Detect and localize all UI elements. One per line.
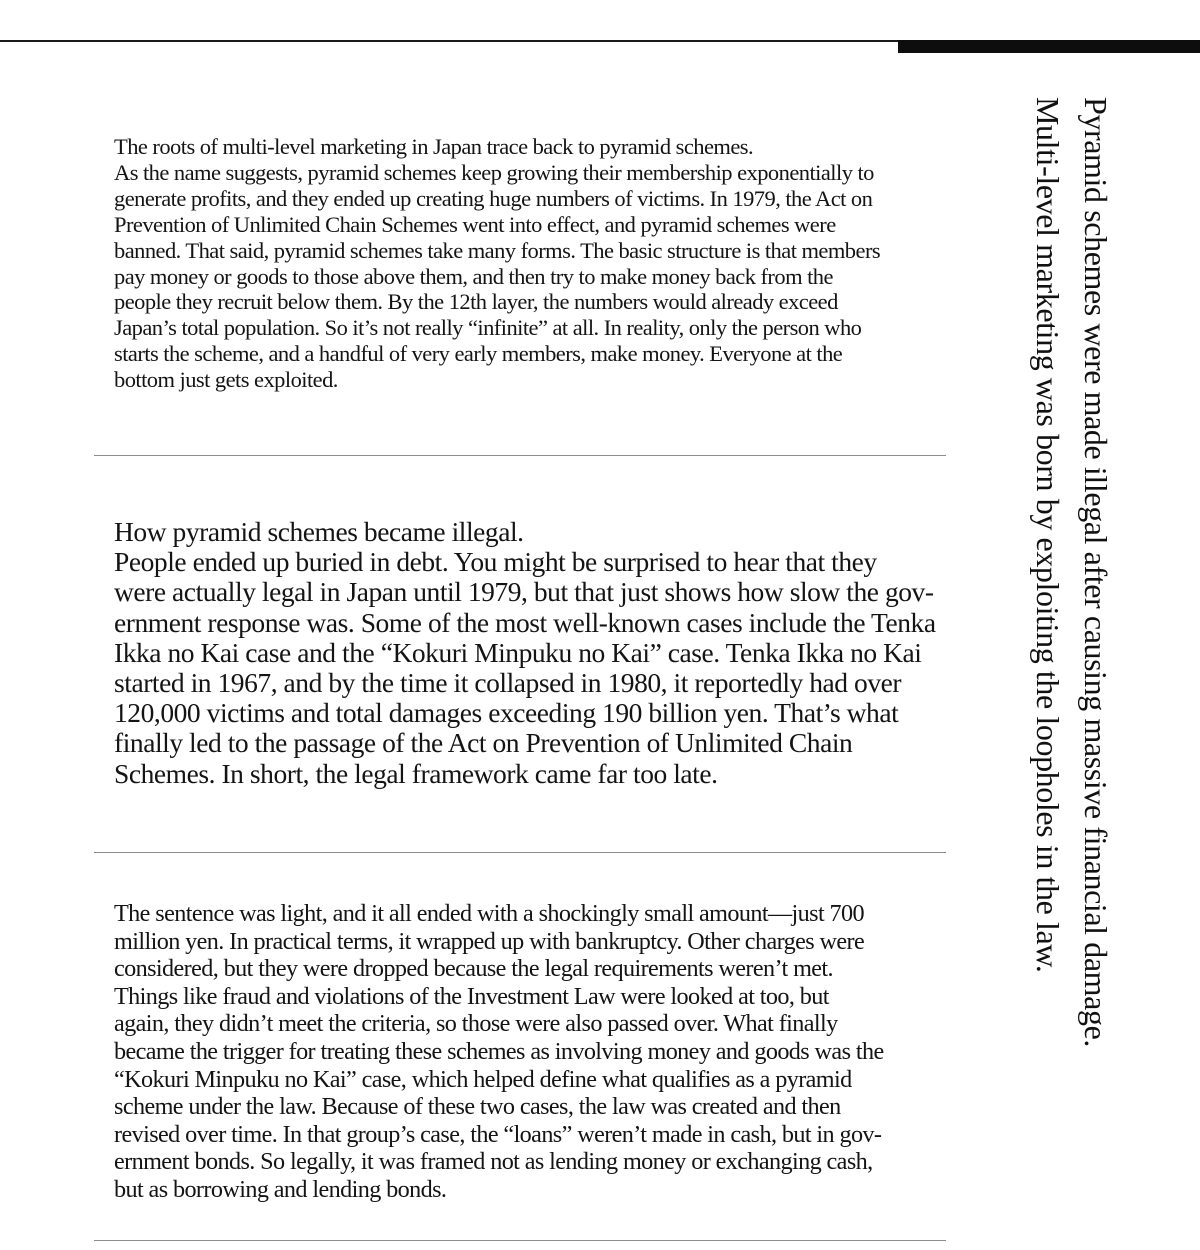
body-line: were actually legal in Japan until 1979, but that just shows how slow the gov- (114, 576, 934, 608)
body-line: started in 1967, and by the time it collapsed in 1980, it reportedly had over (114, 667, 902, 699)
body-line: became the trigger for treating these schemes as involving money and goods was the (114, 1037, 884, 1065)
section-divider (94, 455, 946, 456)
body-line: Schemes. In short, the legal framework came far too late. (114, 757, 718, 789)
body-line: ernment bonds. So legally, it was framed not as lending money or exchanging cash, (114, 1148, 873, 1176)
body-line: generate profits, and they ended up creating huge numbers of victims. In 1979, the Act on (114, 185, 873, 211)
headline-line: Multi-level marketing was born by exploiting the loopholes in the law. (1030, 97, 1066, 973)
body-line: but as borrowing and lending bonds. (114, 1175, 447, 1203)
body-line: revised over time. In that group’s case, the “loans” weren’t made in cash, but in gov- (114, 1120, 882, 1148)
body-line: million yen. In practical terms, it wrapped up with bankruptcy. Other charges were (114, 927, 865, 955)
body-line: The sentence was light, and it all ended with a shockingly small amount—just 700 (114, 900, 865, 927)
body-line: starts the scheme, and a handful of very early members, make money. Everyone at the (114, 341, 843, 367)
section-heading: How pyramid schemes became illegal. (114, 516, 524, 547)
top-rule (0, 40, 898, 42)
body-line: pay money or goods to those above them, and then try to make money back from the (114, 263, 833, 289)
sentence-section (114, 900, 954, 1204)
body-line: finally led to the passage of the Act on Prevention of Unlimited Chain (114, 727, 853, 759)
body-line: As the name suggests, pyramid schemes keep growing their membership exponentially to (114, 159, 874, 185)
body-line: Prevention of Unlimited Chain Schemes went into effect, and pyramid schemes were (114, 211, 836, 237)
body-line: People ended up buried in debt. You might be surprised to hear that they (114, 546, 877, 578)
body-line: Things like fraud and violations of the Investment Law were looked at too, but (114, 982, 829, 1010)
body-line: 120,000 victims and total damages exceeding 190 billion yen. That’s what (114, 697, 899, 729)
section-divider (94, 852, 946, 853)
body-line: again, they didn’t meet the criteria, so those were also passed over. What finally (114, 1010, 838, 1038)
body-line: Japan’s total population. So it’s not really “infinite” at all. In reality, only the person who (114, 315, 862, 341)
body-line: scheme under the law. Because of these two cases, the law was created and then (114, 1093, 841, 1121)
vertical-headline (1024, 97, 1120, 1197)
headline-line: Pyramid schemes were made illegal after causing massive financial damage. (1078, 97, 1114, 1047)
illegal-history-section (114, 517, 954, 789)
body-line: considered, but they were dropped because the legal requirements weren’t met. (114, 955, 833, 983)
body-line: The roots of multi-level marketing in Japan trace back to pyramid schemes. (114, 134, 754, 159)
body-line: people they recruit below them. By the 12th layer, the numbers would already exceed (114, 289, 838, 315)
top-rule-accent-bar (898, 40, 1200, 53)
section-divider (94, 1240, 946, 1241)
intro-section (114, 134, 954, 393)
body-line: “Kokuri Minpuku no Kai” case, which helped define what qualifies as a pyramid (114, 1065, 852, 1093)
body-line: Ikka no Kai case and the “Kokuri Minpuku no Kai” case. Tenka Ikka no Kai (114, 636, 922, 668)
body-line: bottom just gets exploited. (114, 367, 338, 393)
body-line: banned. That said, pyramid schemes take many forms. The basic structure is that members (114, 237, 881, 263)
body-line: ernment response was. Some of the most well-known cases include the Tenka (114, 606, 936, 638)
